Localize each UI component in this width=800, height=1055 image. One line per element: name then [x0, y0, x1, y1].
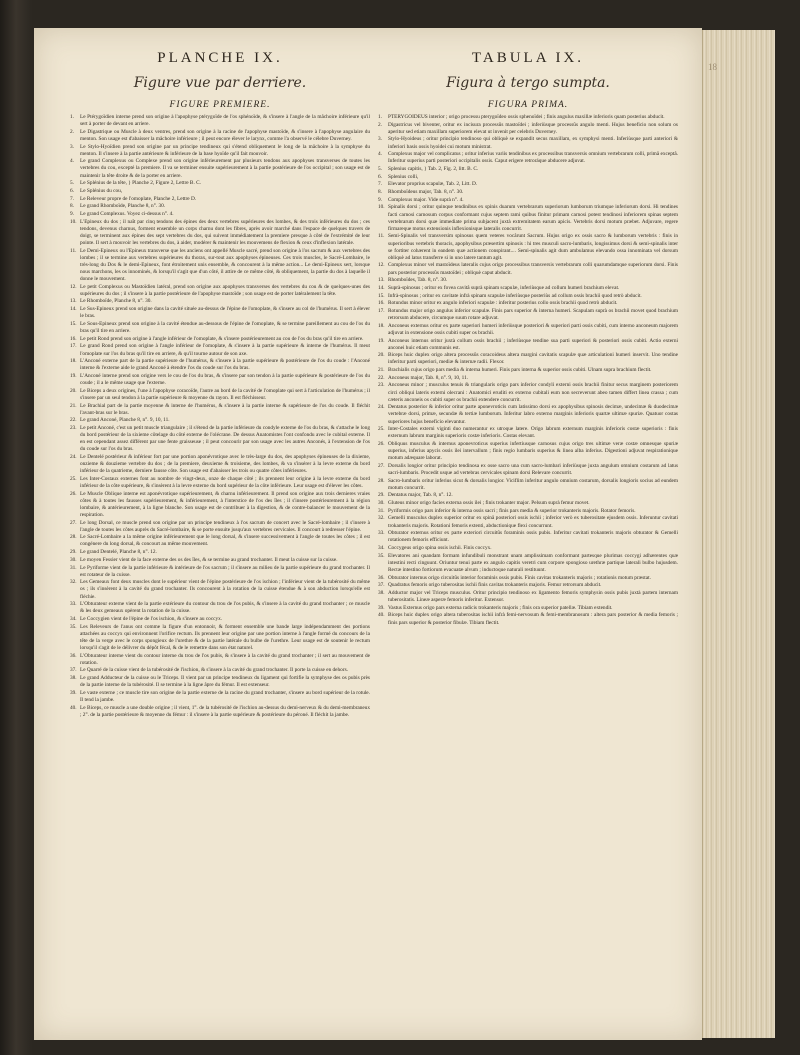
entry-number: 7.	[70, 195, 74, 202]
list-item	[378, 590, 678, 604]
entry-number: 24.	[70, 453, 77, 460]
entry-number: 27.	[70, 519, 77, 526]
list-item	[378, 323, 678, 337]
entry-text: Anconeus internus oritur juxtà collum ossis brachii ; inferiùsque tendine sua parti superiori & posteriori ossis cubiti. Actio externi anconei huic etiam communis est.	[388, 337, 678, 351]
entry-text: Biceps huic duplex origo altera tuberositas ischii infrà femi-nervosum & femi-membranosum : altera pars posterior & media femoris ; finis pars superior & posterior fibulæ. Tibiam flectit.	[388, 612, 678, 626]
figure-heading-latin: FIGURA PRIMA.	[487, 100, 569, 110]
entry-number: 10.	[378, 204, 385, 211]
list-item	[378, 441, 678, 462]
entry-text: Le vaste externe ; ce muscle tire son origine de la partie externe de la racine du grand trochanter, s'insere au bord supérieur de la rotule. Il tend la jambe.	[80, 689, 370, 703]
list-item	[378, 500, 678, 507]
list-item	[70, 196, 370, 203]
list-item	[70, 203, 370, 210]
entry-text: Gemelli musculus duplex superior oritur ex spinâ posteriori ossis ischii ; inferior verò ex tuberositate ejusdem ossis. Inferuntur cavitati trokanteris majoris. Rotationi femoris extenti, abductionique flexi concurrunt.	[388, 515, 678, 529]
list-item	[378, 575, 678, 582]
entry-number: 15.	[378, 292, 385, 299]
entry-text: Le Stylo-Hyoïdien prend son origine par un principe tendineux qui s'étend obliquement le long de la mâchoire à la symphyse du menton. Il s'insere à la partie antérieure & inférieure de la base hyoïde qu'il fait mouvoir.	[80, 143, 370, 157]
entry-number: 17.	[378, 307, 385, 314]
entry-number: 40.	[70, 704, 77, 711]
entry-number: 4.	[70, 158, 74, 165]
list-item	[378, 612, 678, 626]
entry-text: Spinalis dorsi ; oritur quinque tendinibus ex spinis duarum vertebrarum superiorum lumborum triumque inferiorum dorsi. Hi tendines facti carnosi carnosum corpus conformant cujus septem rami quibus finitur primam carnosi potest tendinosi inferiorem spinas septem vertebrarum dorsi quæ immediate prima subjacent juxtà extremitatem earum apicis. Vertebris dorsi motum præbet. Adjuvare, regere firmareque motus extensionis inflexionisque lateralis concurrit.	[388, 204, 678, 232]
entry-text: Le Quarré de la cuisse vient de la tubérosité de l'ischion, & s'insere à la cavité du grand trochanter. Il porte la cuisse en dehors.	[80, 667, 348, 674]
entry-number: 1.	[70, 114, 74, 120]
book-page-edges	[702, 30, 775, 1038]
entry-text: Dentatus major, Tab. 8, n°. 12.	[388, 492, 453, 499]
entry-text: Inter-Costales externi viginti duo numerantur ex utroque latere. Origo labrum externum marginis inferioris costæ superioris : finis externum labrum marginis superioris costæ inferioris. Costas elevant.	[388, 426, 678, 440]
list-item	[70, 549, 370, 556]
entry-number: 3.	[70, 143, 74, 150]
entry-number: 1.	[378, 114, 382, 120]
list-item	[378, 204, 678, 232]
entry-number: 20.	[378, 352, 385, 359]
entry-number: 33.	[70, 601, 77, 608]
entry-text: Anconeus minor ; musculus tenuis & triangularis origo pars inferior condyli externi ossis brachii finitur secus marginem posteriorem circi obliqui lateris externi olecrani : Anatomici eruditi ex externo cubitali eum non secreverunt abeo tamen differt linea crassa ; cum cæteris anconeis os cubiti super os brachii extendere concurrit.	[388, 382, 678, 403]
entry-number: 35.	[378, 552, 385, 559]
entry-number: 23.	[70, 425, 77, 431]
entry-number: 9.	[70, 210, 74, 217]
entry-text: Obturator externus oritur ex parte exteriori circuitûs foraminis ossis pubis. Inferitur cavitati trokanteris majoris obturator & Gemelli rotationem femoris efficiunt.	[388, 530, 678, 544]
entry-text: Le grand Rond prend son origine à l'angle inférieur de l'omoplate, & s'insere à la partie supérieure & interne de l'humérus. Il meut l'omoplate sur l'os du bras qu'il tire en arriere, & qu'il tourne autour de son axe.	[80, 343, 370, 357]
list-item	[70, 373, 370, 387]
entry-text: Brachialis cujus origo pars media & interna humeri. Finis pars interna & superior ossis cubiti. Ulnam supra brachium flectit.	[388, 367, 652, 374]
entry-number: 38.	[378, 589, 385, 596]
list-item	[70, 336, 370, 343]
entry-number: 28.	[378, 477, 385, 484]
entry-number: 4.	[378, 151, 382, 158]
entry-number: 15.	[70, 320, 77, 327]
list-item	[378, 605, 678, 612]
entry-number: 32.	[70, 579, 77, 586]
entry-number: 36.	[70, 652, 77, 659]
entry-number: 12.	[378, 262, 385, 269]
entry-number: 12.	[70, 283, 77, 290]
entry-text: Complexus major. Vide suprà n°. 4.	[388, 196, 464, 203]
list-item	[378, 122, 678, 136]
entry-number: 16.	[378, 300, 385, 307]
entry-number: 5.	[378, 166, 382, 173]
list-item	[70, 534, 370, 548]
list-item	[70, 219, 370, 247]
list-item	[378, 166, 678, 173]
list-item	[70, 579, 370, 600]
list-item	[378, 181, 678, 188]
entry-text: L'Epineux du dos ; il naît par cinq tendons des épines des deux vertebres supérieures des lombes, & des trois inférieures du dos ; ces tendons, devenus charnus, forment ensemble un corps charnu dont les fibres, après avoir marché dans l'espace de quelques travers de doigt, se terminent aux épines des sept vertebres du dos, qui suivent immédiatement la premiere presque à côté de l'extrémité de leur pointe. Il sert à mouvoir les vertebres du dos, à aider, modérer & maintenir les mouvemens de flexion & ceux d'inflexion latérale.	[80, 218, 370, 246]
entry-text: Le moyen Fessier vient de la face externe des os des îles, & se termine au grand trochanter. Il meut la cuisse sur la cuisse.	[80, 556, 338, 563]
list-item	[378, 262, 678, 276]
entry-number: 3.	[378, 136, 382, 143]
entry-text: Semi-Spinalis vel transversim spinosus quem veteres vocârunt Sacrum. Hujus origo ex ossis sacro & lumborum vertebris : finis in superioribus vertebris thoracis, apophysibus præsertim spinosis : hi tres musculi sacro-lumbaris, longissimus dorsi & semi-spinalis inter se fortiter cohærent in eandem quæ actionem conspirant.... Semi-spinalis agit dum ambulamus elevando ossa innominata vel dorsum obliquè ad latus transferre si in uno latere tantum agit.	[388, 233, 678, 261]
list-item	[378, 136, 678, 150]
entry-number: 34.	[378, 545, 385, 552]
plate-title-latin: TABULA IX.	[471, 50, 585, 66]
entry-text: Adductor major vel Triceps musculus. Oritur principio tendinoso ex ligamento femoris symphysin ossis pubis juxtà partem internam tuberositatis. Lineæ asperæ femoris inferitur. Extensor.	[388, 589, 678, 604]
list-item	[70, 565, 370, 579]
entry-text: Quadratus femoris origo tuberositas ischii finis cavitas trokanteris majoris. Femur retrorsum abducit.	[388, 582, 602, 589]
entry-text: Elevator proprius scapulæ, Tab. 2, Litt. D.	[388, 181, 478, 188]
entry-text: Sacro-lumbaris oritur inferius sicut & dorsalis longior. Viciflim inferitur angulo omnium costarum, dorsalis longioris socius ad eundem motum concurrit.	[388, 477, 678, 491]
entry-number: 28.	[70, 534, 77, 541]
book-page	[34, 28, 717, 1040]
list-item	[70, 343, 370, 357]
entry-text: Le Splénius du cou,	[80, 187, 123, 194]
entry-text: L'Obturateur interne vient du contour interne du trou de l'os pubis, & s'insere à la cavité du grand trochanter ; il sert au mouvement de rotation.	[80, 652, 370, 666]
entry-number: 14.	[378, 284, 385, 291]
entry-text: Le Sacré-Lombaire a la même origine inférieurement que le long dorsal, & s'insere successivement à l'angle de toutes les côtes ; il est congénere du long dorsal, & concourt au même mouvement.	[80, 534, 370, 548]
list-item	[70, 403, 370, 417]
entry-number: 11.	[70, 247, 77, 254]
entry-text: Anconeus externus oritur ex parte superiori humeri inferiùsque posteriori & superiori parti ossis cubiti, cum interno anconeum majorem adjuvat in extensione ossis cubiti super os brachii.	[388, 322, 678, 336]
list-item	[378, 277, 678, 284]
entry-text: Rotundus minor oritur ex angulo inferiori scapulæ : inferitur posterius collo ossis brachii quod retrò abducit.	[388, 300, 618, 307]
entry-number: 20.	[70, 387, 77, 394]
list-item	[70, 158, 370, 179]
list-item	[70, 388, 370, 402]
entry-number: 6.	[378, 173, 382, 180]
list-item	[378, 426, 678, 440]
entry-text: Les Gemeaux font deux muscles dont le supérieur vient de l'épine postérieure de l'os ischion ; l'inférieur vient de la tubérosité du même os ; ils s'insèrent à la cavité du grand trochanter. Ils concourent à la rotation de la cuisse étendue & à son abduction lorsqu'elle est fléchie.	[80, 579, 370, 600]
list-item	[70, 557, 370, 564]
entry-number: 6.	[70, 187, 74, 194]
list-item	[70, 601, 370, 615]
entry-number: 24.	[378, 404, 385, 411]
entry-number: 31.	[70, 564, 77, 571]
entry-number: 16.	[70, 335, 77, 342]
entry-text: L'Obturateur externe vient de la partie extérieure du contour du trou de l'os pubis, & s'insere à la cavité du grand trochanter ; ce muscle & les deux gemeaux opèrent la rotation de la cuisse.	[80, 601, 370, 615]
list-item	[70, 454, 370, 475]
list-item	[378, 382, 678, 403]
entry-text: Le Muscle Oblique interne est aponévrotique supérieurement, & charnu inférieurement. Il prend son origine aux trois dernieres vraies côtes & à toutes les fausses supérieurement, & inférieurement, à l'interstice de l'os des îles ; il s'insere postérieurement à la région lombaire, & antérieurement, à la ligne blanche. Son usage est de contribuer à la digestion, & de contre-balancer le mouvement de la respiration.	[80, 490, 370, 518]
entry-text: Le Biceps a deux origines, l'une à l'apophyse coracoïde, l'autre au bord de la cavité de l'omoplate qui sert à l'articulation de l'humérus ; il s'insere par un seul tendon à la partie supérieure & moyenne du rayon. Il est fléchisseur.	[80, 387, 370, 401]
entry-number: 7.	[378, 181, 382, 188]
entry-number: 34.	[70, 615, 77, 622]
entry-text: Le petit Complexus ou Mastoïdien latéral, prend son origine aux apophyses transverses des vertebres du cou & de quelques-unes des supérieures du dos ; il s'insere à la partie postérieure de l'apophyse mastoïde ; son usage est de porter latéralement la tête.	[80, 283, 370, 297]
entry-number: 38.	[70, 675, 77, 682]
entry-list-latin	[378, 114, 678, 1014]
entry-text: Rotundus major origo angulus inferior scapulæ. Finis pars superior & interna humeri. Scapulam suprà os brachii movet quod brachium retrorsum abducere, circumque suum rotare adjuvat.	[388, 307, 678, 322]
entry-list-french	[70, 114, 370, 1014]
list-item	[70, 653, 370, 667]
entry-number: 30.	[378, 500, 385, 507]
entry-text: Obliquus musculus & internus aponevroticus superius infertiusque carnosus cujus origo tres ultimæ veræ costæ omnesque spuriæ superius, inferius apycis ossis ilei intervallum ; finis regio lumbaris superius & linea alba inferius. Digestioni adjuvat respirationique motum adæquare laborat.	[388, 440, 678, 462]
entry-number: 39.	[70, 689, 77, 696]
list-item	[378, 404, 678, 425]
entry-text: Le Demi-Epineux ou l'Epineux transverse que les anciens ont appellé Muscle sacré, prend son origine à l'os sacrum & aux vertebres des lombes ; il se termine aux vertebres supérieures du thorax, sur-tout aux apophyses épineuses. Ces trois muscles, le Sacré-Lombaire, le très-long du Dos & le demi-Epineux, font étroitement unis ensemble, & concourent à la même action... Le demi-Epineux sert, lorsque nous marchons, les os innominés, & lorsqu'il s'agit que d'un côté, il attire de ce même côté, & obliquement, la partie du dos à laquelle il donne le mouvement.	[80, 247, 370, 282]
list-item	[70, 520, 370, 534]
list-item	[70, 667, 370, 674]
entry-number: 9.	[378, 196, 382, 203]
entry-text: Complexus major vel complicatus ; oritur inferius variis tendinibus ex processibus transversis omnium vertebrarum colli, primâ exceptâ. Inferitur superius parti posteriori occipitalis ossis. Caput erigere retroráque abducere adjuvat.	[388, 151, 678, 165]
entry-text: Le Dentelé postérieur & inférieur fort par une portion aponévrotique avec le très-large du dos, des apophyses épineuses de la dixieme, onzieme & douzieme vertebre du dos ; de la premiere, deuxieme & troisieme, des lombes, & va s'insérer à la levre externe du bord inférieur de la quatrieme, derniere fausse côte. Son usage est d'abaisser les trois ou quatre côtes inférieures.	[80, 453, 370, 475]
list-item	[70, 129, 370, 143]
list-item	[70, 358, 370, 372]
entry-number: 8.	[378, 189, 382, 196]
entry-text: Les Releveurs de l'anus ont comme la figure d'un entonnoir, & forment ensemble une bande large indépendamment des portions attachées au coccyx qui environnent l'orifice rectum. Ils prennent leur origine par une portion interne à l'angle formé du concours de la tête de la verge avec le corps spongieux de l'urethre & de la partie latérale du bulbe de l'urethre. Leur usage est de soutenir le rectum lorsqu'il s'agit de le délivrer du dépôt fécal, & de le remettre dans son état naturel.	[80, 623, 370, 651]
list-item	[378, 508, 678, 515]
entry-text: Le grand Dentelé, Planche 8, n°. 12.	[80, 549, 157, 556]
entry-text: Pyriformis origo pars inferior & interna ossis sacri ; finis pars media & superior trokanteris majoris. Rotator femoris.	[388, 507, 636, 514]
folio-number: 18	[708, 62, 717, 72]
list-item	[378, 545, 678, 552]
list-item	[378, 308, 678, 322]
entry-number: 29.	[70, 549, 77, 556]
list-item	[378, 189, 678, 196]
entry-number: 13.	[70, 298, 77, 305]
entry-text: Le petit Anconé, c'est un petit muscle triangulaire ; il s'étend de la partie inférieure du condyle externe de l'os du bras, & s'attache le long du bord postérieur de la sixieme côtelage du côté externe de l'olécrane. De dessus Anatomistes l'ont confondu avec le cubital externe. Il en est cependant assez différent par une fente graisseuse ; il peut concourir par son usage avec les autres Anconés, à l'extension de l'os du coude sur l'os du bras.	[80, 425, 370, 453]
entry-number: 5.	[70, 180, 74, 187]
entry-text: Splenius capitis, } Tab. 2, Fig. 2, litt. B. C.	[388, 166, 479, 173]
entry-text: Elevatores ani quandam formam infundibuli monstrant unam amplissimam conformant partesque plurimas coccygi adhærentes quæ intestini recti cinguunt. Oriuntur tenui parte ex angulo capitis veretri cum corpore spongioso urethræ partique laterali bulbo hujusdem. Rectæ intestino fortiorum evacuatæ alvum ; inductoque naturali restituunt.	[388, 552, 678, 573]
entry-text: Suprà-spinosus ; oritur ex fovea cavitâ suprà spinam scapulæ, inferiùsque ad collum humeri brachium elevat.	[388, 284, 620, 291]
entry-text: Stylo-Hyoideus ; oritur principio tendinoso qui obliquè se expandit secus maxillam, ex symphysi menti. Inferiùsque parti anteriori & inferiori basis ossis hyoidei cui motum ministrat.	[388, 136, 678, 150]
figure-heading-french: FIGURE PREMIERE.	[169, 100, 271, 110]
list-item	[70, 321, 370, 335]
list-item	[70, 624, 370, 652]
entry-number: 40.	[378, 612, 385, 619]
entry-number: 37.	[378, 582, 385, 589]
entry-number: 19.	[378, 337, 385, 344]
entry-number: 18.	[70, 358, 77, 365]
entry-number: 21.	[70, 402, 77, 409]
list-item	[378, 352, 678, 366]
list-item	[70, 616, 370, 623]
list-item	[70, 476, 370, 490]
list-item	[70, 705, 370, 719]
entry-text: Le grand Complexus. Voyez ci-dessus n°. 4.	[80, 210, 174, 217]
list-item	[70, 298, 370, 305]
entry-text: Coccygeus origo spina ossis ischii. Finis coccyx.	[388, 545, 492, 552]
entry-text: Biceps huic duplex origo altera processûs coracoideus altera margini cavitatis scapulæ quæ articulationi humeri inservit. Uno tendine inferitur parti superiori, mediæ & internæ radii. Flexor.	[388, 352, 678, 366]
list-item	[378, 375, 678, 382]
entry-number: 25.	[378, 426, 385, 433]
list-item	[378, 582, 678, 589]
entry-number: 21.	[378, 367, 385, 374]
entry-number: 33.	[378, 530, 385, 537]
entry-text: Les Inter-Costaux externes font au nombre de vingt-deux, onze de chaque côté ; ils prennent leur origine à la levre externe du bord inférieur de la côte supérieure, & s'insèrent à la levre externe du bord supérieur de la côte inférieure. Leur usage est d'élever les côtes.	[80, 475, 370, 489]
entry-text: Le Ptérygoïdien interne prend son origine à l'apophyse ptérygoïde de l'os sphénoïde, & s'insere à l'angle de la mâchoire inférieure qu'il sert à porter de devant en arriere.	[80, 114, 370, 128]
plate-title-french: PLANCHE IX.	[157, 50, 283, 66]
entry-text: Le grand Complexus ou Complexe prend son origine inférieurement par plusieurs tendons aux apophyses transverses de toutes les vertebres du cou, excepté la premiere. Il va se terminer ensuite supérieurement à la partie postérieure de l'os occipital ; son usage est de maintenir la tête droite & de la porter en arriere.	[80, 158, 370, 179]
entry-text: Anconeus major, Tab. 8, n°. 9, 10, 11.	[388, 374, 469, 381]
entry-text: Le Brachial part de la partie moyenne & interne de l'humérus, & s'insere à la partie interne & supérieure de l'os du coude. Il fléchit l'avant-bras sur le bras.	[80, 402, 370, 416]
list-item	[70, 180, 370, 187]
list-item	[378, 300, 678, 307]
list-item	[70, 284, 370, 298]
list-item	[378, 174, 678, 181]
list-item	[378, 463, 678, 477]
list-item	[378, 515, 678, 529]
entry-number: 37.	[70, 667, 77, 674]
entry-text: Le grand Rhomboïde, Planche 8, n°. 30.	[80, 203, 166, 210]
entry-number: 11.	[378, 233, 385, 240]
entry-text: PTERYGOÏDEUS interior ; origo processu pterygoïdeo ossis sphenoïdei ; finis angulus maxillæ inferioris quam posterius abducit.	[388, 114, 665, 120]
entry-text: L'Anconé externe part de la partie supérieure de l'humérus, & s'insere à la partie supérieure & postérieure de l'os du coude : l'Anconé interne & l'externe aide le grand Anconé à étendre l'os du coude sur l'os du bras.	[80, 358, 370, 372]
entry-number: 13.	[378, 277, 385, 284]
entry-number: 18.	[378, 322, 385, 329]
list-item	[70, 248, 370, 283]
entry-number: 36.	[378, 574, 385, 581]
entry-number: 19.	[70, 372, 77, 379]
list-item	[378, 285, 678, 292]
list-item	[378, 151, 678, 165]
entry-text: Le Coccygien vient de l'épine de l'os ischion, & s'insere au coccyx.	[80, 615, 223, 622]
entry-text: Le Rhomboïde, Planche 8, n°. 30.	[80, 298, 152, 305]
entry-number: 39.	[378, 604, 385, 611]
entry-text: Le long Dorsal, ce muscle prend son origine par un principe tendineux à l'os sacrum de concert avec le Sacré-lombaire ; il s'insere à l'angle de toutes les côtes auprès du Sacré-lombaire, & se porte ensuite jusqu'aux vertebres cervicales. Il concourt à redresser l'épine.	[80, 519, 370, 533]
entry-text: Rhomboïdeus major, Tab. 8, n°. 30.	[388, 189, 464, 196]
list-item	[70, 690, 370, 704]
entry-number: 14.	[70, 306, 77, 313]
entry-number: 26.	[70, 490, 77, 497]
entry-text: Vastus Externus origo pars externa radicis trokanteris majoris ; finis ora superior patellæ. Tibiam extendit.	[388, 604, 613, 611]
subtitle-latin: Figura à tergo sumpta.	[446, 75, 610, 91]
entry-number: 35.	[70, 623, 77, 630]
entry-number: 26.	[378, 440, 385, 447]
entry-number: 32.	[378, 515, 385, 522]
list-item	[378, 338, 678, 352]
entry-text: Splenius colli,	[388, 173, 419, 180]
entry-text: Le Biceps, ce muscle a une double origine ; il vient, 1°. de la tubérosité de l'ischion au-dessus du demi-nerveux & du demi-membraneux ; 2°. de la partie postérieure & moyenne du fémur : il s'insere à la partie supérieure & postérieure du péroné. Il fléchit la jambe.	[80, 704, 370, 718]
entry-number: 25.	[70, 475, 77, 482]
entry-number: 2.	[378, 121, 382, 128]
entry-number: 30.	[70, 556, 77, 563]
entry-text: Le petit Rond prend son origine à l'angle inférieur de l'omoplate, & s'insere postérieurement au cou de l'os du bras qu'il tire en arriere.	[80, 335, 364, 342]
list-item	[378, 478, 678, 492]
list-item	[378, 114, 678, 121]
list-item	[378, 367, 678, 374]
entry-number: 8.	[70, 203, 74, 210]
entry-number: 27.	[378, 462, 385, 469]
list-item	[70, 114, 370, 128]
list-item	[70, 675, 370, 689]
entry-number: 2.	[70, 128, 74, 135]
list-item	[70, 144, 370, 158]
entry-text: Le Releveur propre de l'omoplate, Planche 2, Lettre D.	[80, 195, 197, 202]
list-item	[70, 417, 370, 424]
entry-number: 17.	[70, 343, 77, 350]
entry-text: Le Sus-Epineux prend son origine dans la cavité située au-dessus de l'épine de l'omoplate, & s'insere au col de l'humérus. Il sert à élever le bras.	[80, 306, 370, 320]
entry-text: Dorsalis longior oritur principio tendinosa ex osse sacro una cum sacro-lumbari inferiùsque juxta angulum omnium costarum ad latus sacri-lumbaris. Procedit usque ad vertebras cervicales spinam dorsi Relevare concurrit.	[388, 462, 678, 476]
list-item	[378, 233, 678, 261]
entry-text: Le Pyriforme vient de la partie inférieure & intérieure de l'os sacrum ; il s'insere au milieu de la partie supérieure du grand trochanter. Il est rotateur de la cuisse.	[80, 564, 370, 578]
list-item	[70, 306, 370, 320]
entry-text: L'Anconé interne prend son origine vers le cou de l'os du bras, & s'insere par son tendon à la partie supérieure & postérieure de l'os du coude ; il a le même usage que l'externe.	[80, 372, 370, 387]
list-item	[70, 425, 370, 453]
entry-text: Le grand Adducteur de la cuisse ou le Triceps. Il vient par un principe tendineux du ligament qui fortifie la symphyse des os pubis près de la partie interne de la tubérosité. Il se termine à la ligne âpre du fémur. Il est extenseur.	[80, 675, 370, 689]
entry-text: Rhomboïdes, Tab. 8, n°. 30.	[388, 277, 448, 284]
list-item	[378, 553, 678, 574]
list-item	[70, 491, 370, 519]
entry-text: Complexus minor vel mastoïdeus lateralis cujus origo processibus transversis vertebrarum colli quarumdamque superiorum dorsi. Finis pars posterior processûs mastoïdei ; obliquè caput abducit.	[388, 262, 678, 276]
entry-text: Dentatus posterior & inferior oritur parte aponevroticis cum latissimo dorsi ex apophysibus spinosis decimæ, undecimæ & duodecimæ vertebræ dorsi, primæ, secundæ & tertiæ lumborum. Inferitur labro externo marginis inferioris quartæ ultimæ spuriæ. Quatuor costas superiores hujus beneficio elevantur.	[388, 404, 678, 425]
entry-text: Digastricus vel biventer, oritur ex incisura processûs mastoïdei ; inferiùsque processûs angulo menti. Hujus beneficio non solum os aperitur sed etiam maxillam superiorem elevat ut invenit per celebris Duverney.	[388, 121, 678, 135]
entry-text: Le Splénius de la tête, } Planche 2, Figure 2, Lettre B. C.	[80, 180, 201, 187]
entry-text: Gluteus minor origo facies externa ossis ilei ; finis trokanter major. Pelsum suprà femur movet.	[388, 500, 590, 507]
entry-text: Le Digastrique ou Muscle à deux ventres, prend son origine à la racine de l'apophyse mastoïde, & s'insere à l'apophyse angulaire du menton. Son usage est d'abaisser la mâchoire inférieure ; il peut encore élever le larynx, comme l'a observé le célebre Duverney.	[80, 128, 370, 142]
list-item	[70, 211, 370, 218]
list-item	[70, 188, 370, 195]
list-item	[378, 197, 678, 204]
entry-text: Obturator internus origo circuitûs interior foraminis ossis pubis. Finis cavitas trokanteris majoris ; rotationis motum præstat.	[388, 574, 651, 581]
entry-number: 22.	[70, 417, 77, 424]
subtitle-french: Figure vue par derriere.	[133, 75, 307, 91]
entry-number: 22.	[378, 374, 385, 381]
entry-text: Le grand Anconé, Planche 8, n°. 9, 10, 11.	[80, 417, 170, 424]
entry-number: 31.	[378, 507, 385, 514]
entry-number: 23.	[378, 382, 385, 389]
list-item	[378, 293, 678, 300]
entry-number: 29.	[378, 492, 385, 499]
list-item	[378, 492, 678, 499]
list-item	[378, 530, 678, 544]
entry-number: 10.	[70, 218, 77, 225]
entry-text: Infrà-spinosus ; oritur ex cavitate infrà spinam scapulæ inferiùsque posteriùs ad collum ossis brachii quod retrò abducit.	[388, 292, 642, 299]
entry-text: Le Sous-Epineux prend son origine à la cavité étendue au-dessous de l'épine de l'omoplate, & se termine pareillement au cou de l'os du bras qu'il tire en arriere.	[80, 320, 370, 335]
